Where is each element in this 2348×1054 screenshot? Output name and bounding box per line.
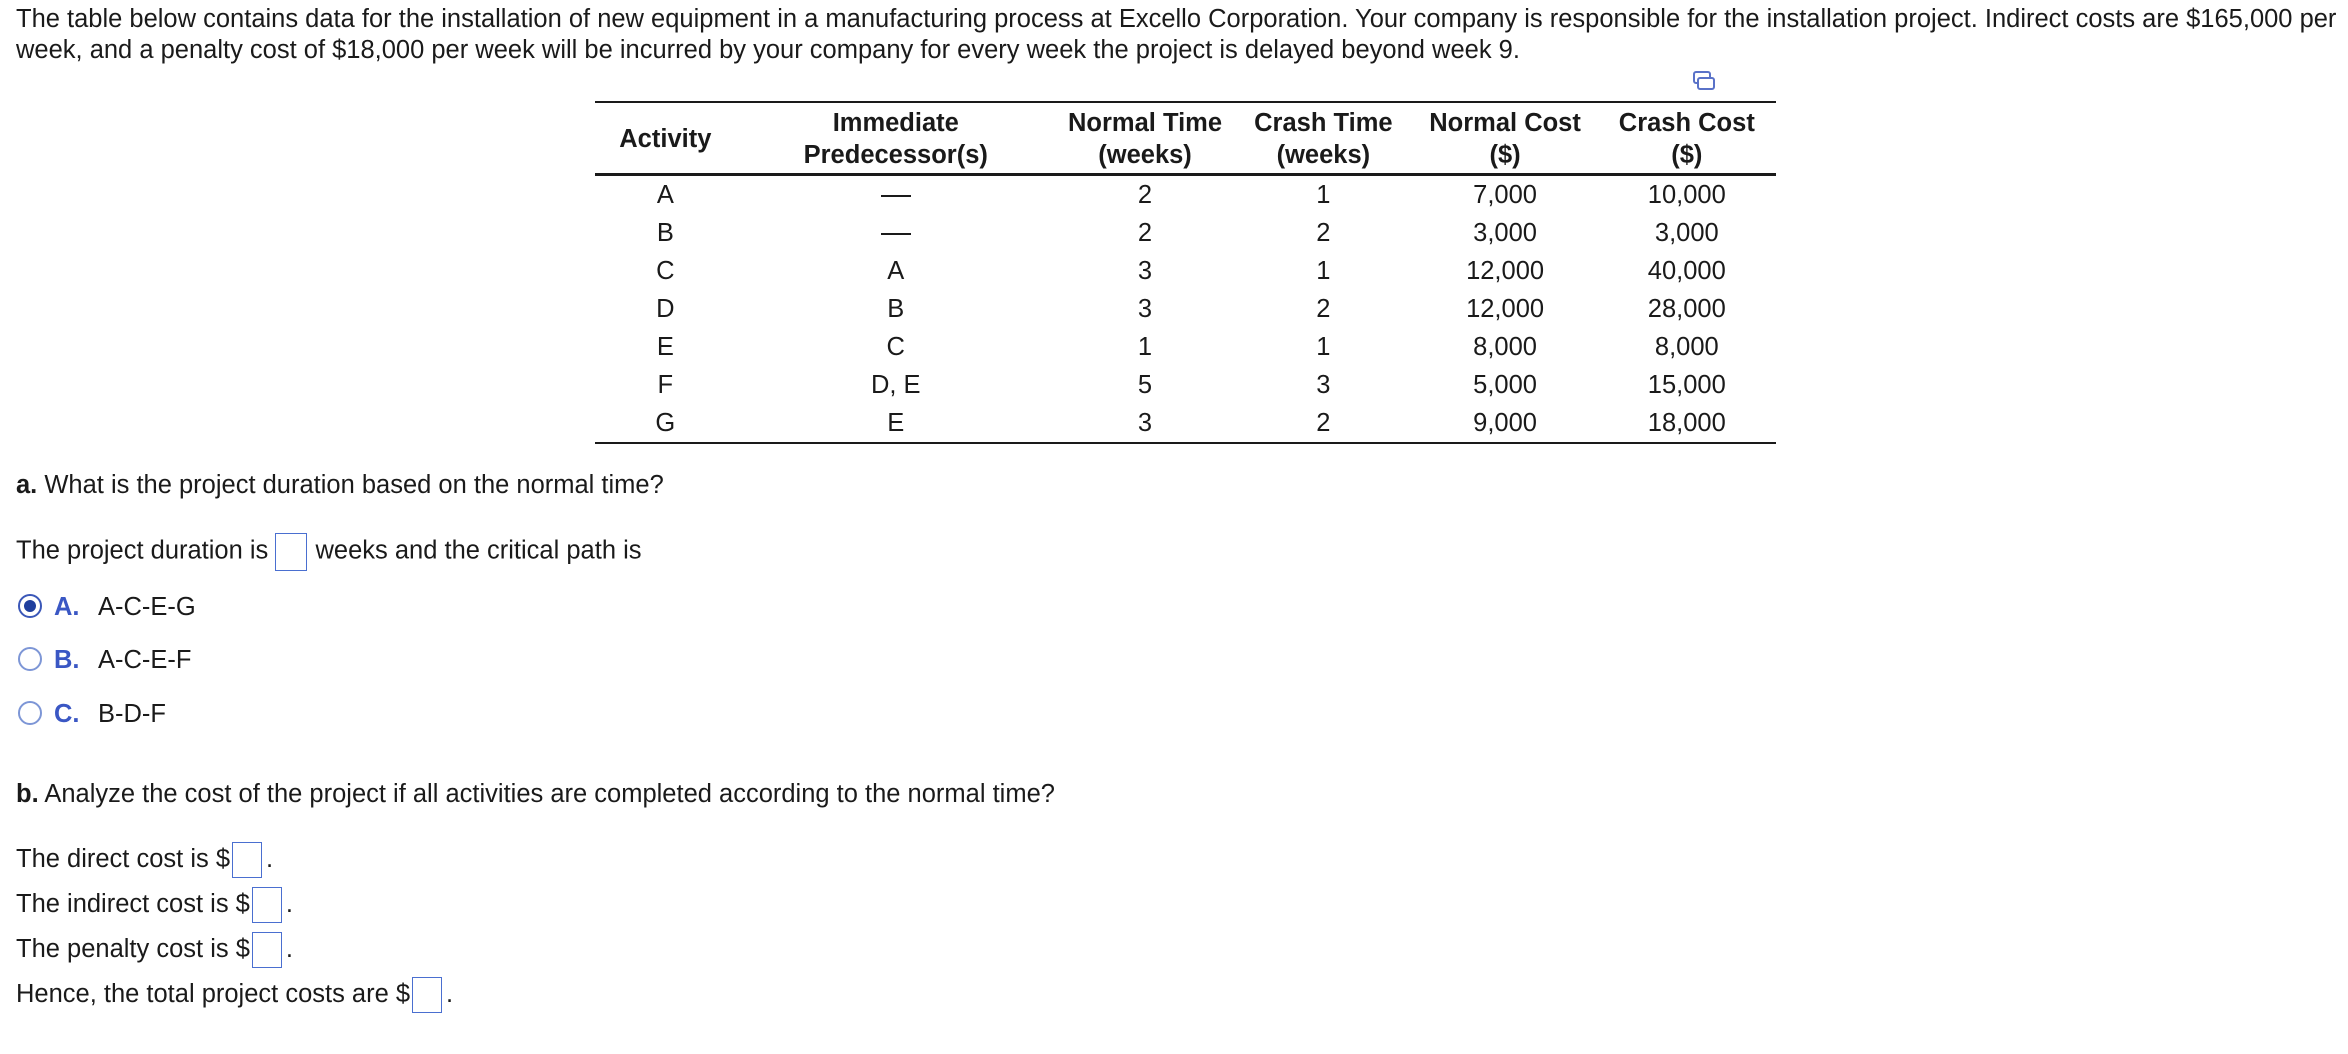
table-row [595, 366, 1776, 404]
cell-normal-cost: 12,000 [1466, 295, 1545, 323]
cell-normal-cost: 7,000 [1473, 181, 1537, 209]
question-a-text: What is the project duration based on the normal time? [37, 471, 664, 499]
cell-normal-cost: 9,000 [1473, 409, 1537, 437]
cell-activity: G [655, 409, 676, 437]
cell-normal-cost: 12,000 [1466, 257, 1545, 285]
cell-normal-time: 3 [1137, 409, 1153, 437]
intro-text: The table below contains data for the installation of new equipment in a manufacturing process at Excello Corporation. Your company is responsible for the installation project. Indirect costs are $165,000 per week, and a penalty cost of $18,000 per week will be incurred by your company for every week the project is delayed beyond week 9. [16, 5, 2337, 64]
radio-button[interactable] [18, 594, 42, 618]
cell-normal-cost: 8,000 [1473, 333, 1537, 361]
header-normal-cost [1413, 102, 1598, 175]
cell-activity: B [656, 219, 674, 247]
cell-crash-cost: 18,000 [1647, 409, 1726, 437]
header-normal-cost-line: Normal Cost [1429, 109, 1581, 137]
data-table [595, 101, 1776, 444]
table-row [595, 175, 1776, 215]
direct-cost-text: The direct cost is $ [16, 845, 230, 873]
penalty-cost-line [16, 932, 293, 968]
option-text: B-D-F [98, 700, 166, 728]
total-cost-input[interactable] [412, 977, 442, 1013]
cell-crash-time: 3 [1316, 371, 1331, 399]
cell-normal-cost: 5,000 [1473, 371, 1537, 399]
header-normal-time [1056, 102, 1234, 175]
option-a[interactable] [18, 590, 196, 624]
no-predecessor-dash [881, 195, 911, 197]
cell-activity: D [656, 295, 675, 323]
header-crash-time-line: Crash Time [1254, 109, 1393, 137]
total-cost-line [16, 977, 453, 1013]
cell-crash-cost: 28,000 [1647, 295, 1726, 323]
option-b[interactable] [18, 643, 191, 677]
cell-normal-cost: 3,000 [1473, 219, 1537, 247]
radio-button[interactable] [18, 701, 42, 725]
cell-normal-time: 2 [1137, 181, 1153, 209]
question-b-label: b. [16, 780, 39, 808]
radio-button[interactable] [18, 647, 42, 671]
penalty-cost-text: The penalty cost is $ [16, 935, 250, 963]
cell-normal-time: 2 [1137, 219, 1153, 247]
question-a [16, 470, 664, 501]
cell-crash-cost: 15,000 [1647, 371, 1726, 399]
table-row [595, 290, 1776, 328]
header-predecessors [736, 102, 1056, 175]
indirect-cost-period: . [285, 890, 293, 918]
duration-text-after: weeks and the critical path is [315, 536, 642, 565]
direct-cost-input[interactable] [232, 842, 262, 878]
cell-normal-time: 1 [1137, 333, 1153, 361]
table-row [595, 404, 1776, 443]
table-header-row [595, 102, 1776, 175]
cell-activity: C [656, 257, 675, 285]
option-letter: C. [54, 700, 80, 728]
cell-crash-time: 2 [1316, 409, 1331, 437]
cell-crash-cost: 40,000 [1647, 257, 1726, 285]
cell-crash-cost: 3,000 [1654, 219, 1719, 247]
question-a-label: a. [16, 471, 38, 499]
header-predecessors-line: Immediate Predecessor(s) [803, 109, 988, 169]
cell-activity: A [656, 181, 674, 209]
duration-sentence [16, 533, 642, 571]
table-body [595, 175, 1776, 444]
option-text: A-C-E-G [98, 593, 196, 621]
cell-activity: F [657, 371, 674, 399]
cell-crash-time: 2 [1316, 219, 1331, 247]
cell-normal-time: 3 [1137, 295, 1153, 323]
header-normal-time-line: Normal Time [1068, 109, 1223, 137]
question-b [16, 779, 1055, 810]
cell-crash-time: 1 [1316, 333, 1331, 361]
cell-predecessors: E [887, 409, 905, 437]
option-letter: B. [54, 646, 80, 674]
header-crash-cost [1598, 102, 1776, 175]
option-letter: A. [54, 593, 80, 621]
cell-crash-time: 1 [1316, 181, 1331, 209]
option-c[interactable] [18, 697, 166, 731]
header-activity [595, 102, 736, 175]
cell-normal-time: 5 [1137, 371, 1153, 399]
direct-cost-period: . [266, 845, 274, 873]
total-cost-period: . [446, 980, 454, 1008]
header-normal-cost-line: ($) [1489, 141, 1521, 169]
header-crash-cost-line: Crash Cost [1618, 109, 1755, 137]
cell-crash-time: 1 [1316, 257, 1331, 285]
total-cost-text: Hence, the total project costs are $ [16, 980, 411, 1008]
indirect-cost-line [16, 887, 293, 923]
cell-predecessors: D, E [870, 371, 921, 399]
header-normal-time-line: (weeks) [1098, 141, 1192, 169]
cell-crash-cost: 10,000 [1647, 181, 1726, 209]
table-row [595, 328, 1776, 366]
cell-crash-time: 2 [1316, 295, 1331, 323]
indirect-cost-input[interactable] [252, 887, 282, 923]
question-b-text: Analyze the cost of the project if all activities are completed according to the normal time? [38, 780, 1055, 808]
header-crash-time [1234, 102, 1412, 175]
cell-activity: E [656, 333, 674, 361]
cell-predecessors: B [887, 295, 905, 323]
table-row [595, 252, 1776, 290]
copy-table-icon[interactable] [1693, 71, 1715, 91]
indirect-cost-text: The indirect cost is $ [16, 890, 250, 918]
direct-cost-line [16, 842, 273, 878]
no-predecessor-dash [881, 233, 911, 235]
cell-predecessors: C [886, 333, 905, 361]
header-crash-cost-line: ($) [1671, 141, 1703, 169]
penalty-cost-period: . [285, 935, 293, 963]
cell-normal-time: 3 [1137, 257, 1153, 285]
cell-crash-cost: 8,000 [1654, 333, 1719, 361]
header-crash-time-line: (weeks) [1276, 141, 1371, 169]
penalty-cost-input[interactable] [252, 932, 282, 968]
header-activity-line: Activity [619, 125, 712, 153]
duration-text-before: The project duration is [16, 536, 269, 565]
cell-predecessors: A [887, 257, 905, 285]
cell-predecessors [736, 214, 1056, 252]
cell-predecessors [736, 175, 1056, 215]
project-duration-input[interactable] [275, 533, 307, 571]
table-row [595, 214, 1776, 252]
option-text: A-C-E-F [98, 646, 192, 674]
